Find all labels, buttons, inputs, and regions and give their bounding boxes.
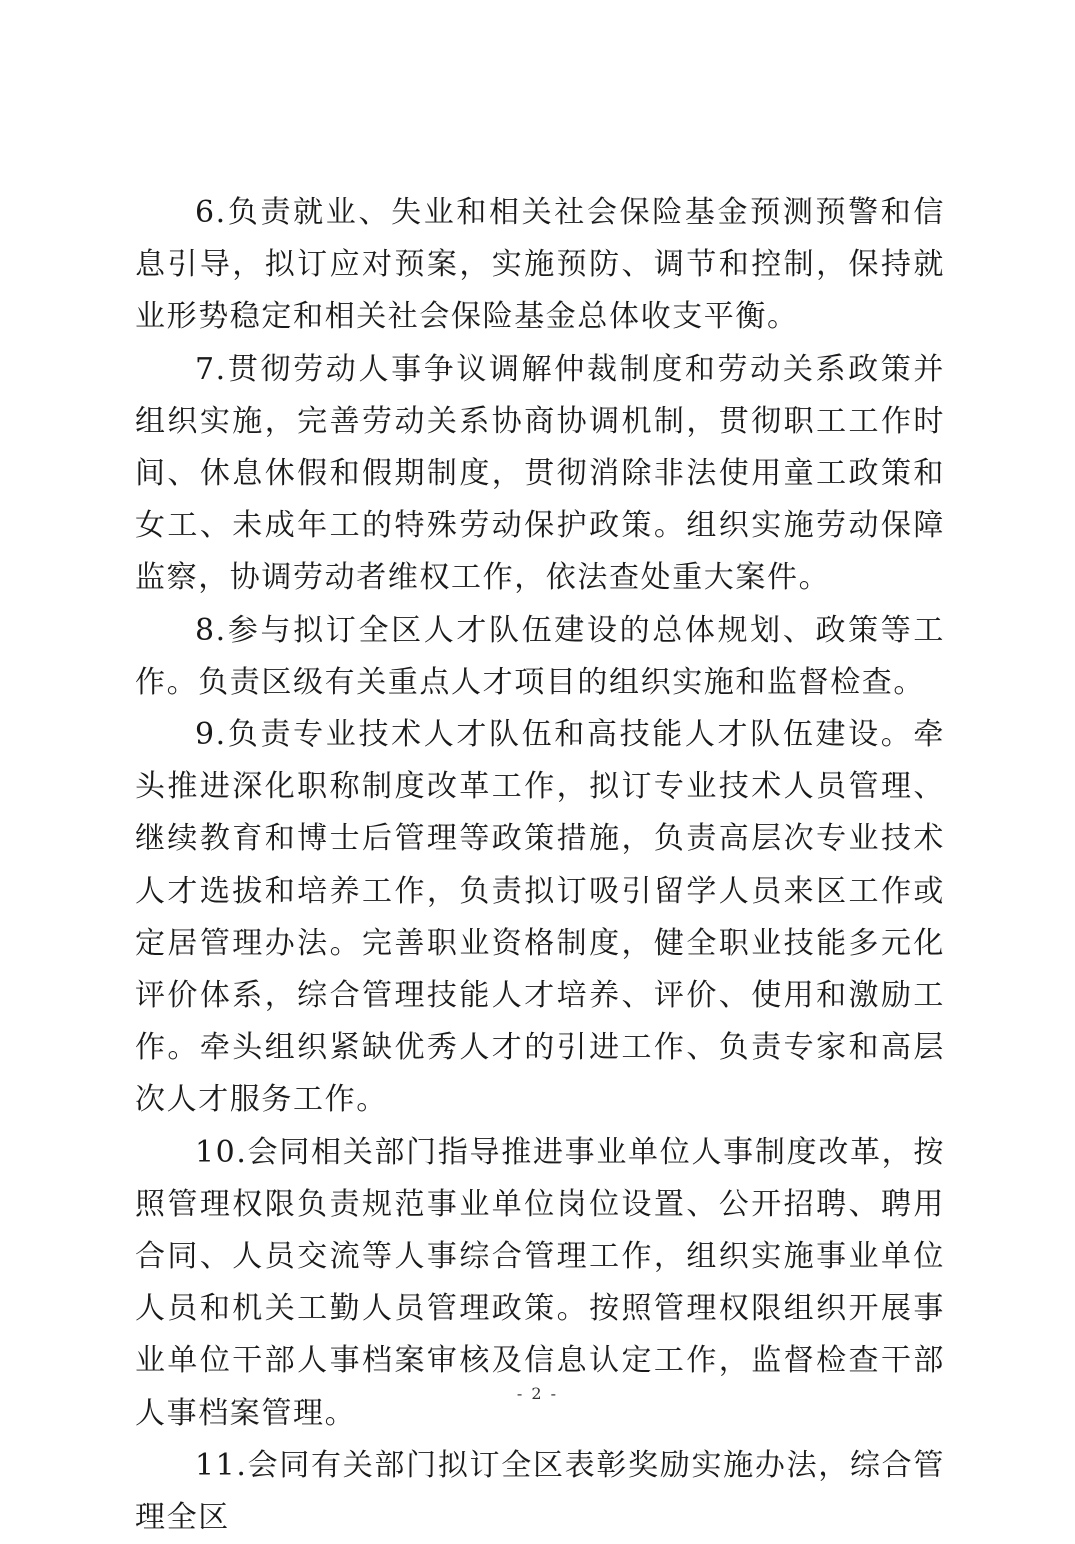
- paragraph-10: 10.会同相关部门指导推进事业单位人事制度改革，按照管理权限负责规范事业单位岗位设置、公开招聘、聘用合同、人员交流等人事综合管理工作，组织实施事业单位人员和机关工勤人员管理政策。按照管理权限组织开展事业单位干部人事档案审核及信息认定工作，监督检查干部人事档案管理。: [135, 1134, 945, 1431]
- paragraph-6: 6.负责就业、失业和相关社会保险基金预测预警和信息引导，拟订应对预案，实施预防、调节和控制，保持就业形势稳定和相关社会保险基金总体收支平衡。: [135, 195, 945, 335]
- paragraph-8: 8.参与拟订全区人才队伍建设的总体规划、政策等工作。负责区级有关重点人才项目的组织实施和监督检查。: [135, 612, 945, 700]
- page-number: - 2 -: [516, 1384, 559, 1403]
- document-body: [135, 187, 945, 1544]
- paragraph-11: 11.会同有关部门拟订全区表彰奖励实施办法，综合管理全区: [135, 1447, 945, 1536]
- paragraph-9: 9.负责专业技术人才队伍和高技能人才队伍建设。牵头推进深化职称制度改革工作，拟订专业技术人员管理、继续教育和博士后管理等政策措施，负责高层次专业技术人才选拔和培养工作，负责拟订吸引留学人员来区工作或定居管理办法。完善职业资格制度，健全职业技能多元化评价体系，综合管理技能人才培养、评价、使用和激励工作。牵头组织紧缺优秀人才的引进工作、负责专家和高层次人才服务工作。: [135, 717, 945, 1118]
- paragraph-7: 7.贯彻劳动人事争议调解仲裁制度和劳动关系政策并组织实施，完善劳动关系协商协调机制，贯彻职工工作时间、休息休假和假期制度，贯彻消除非法使用童工政策和女工、未成年工的特殊劳动保护政策。组织实施劳动保障监察，协调劳动者维权工作，依法查处重大案件。: [135, 351, 945, 596]
